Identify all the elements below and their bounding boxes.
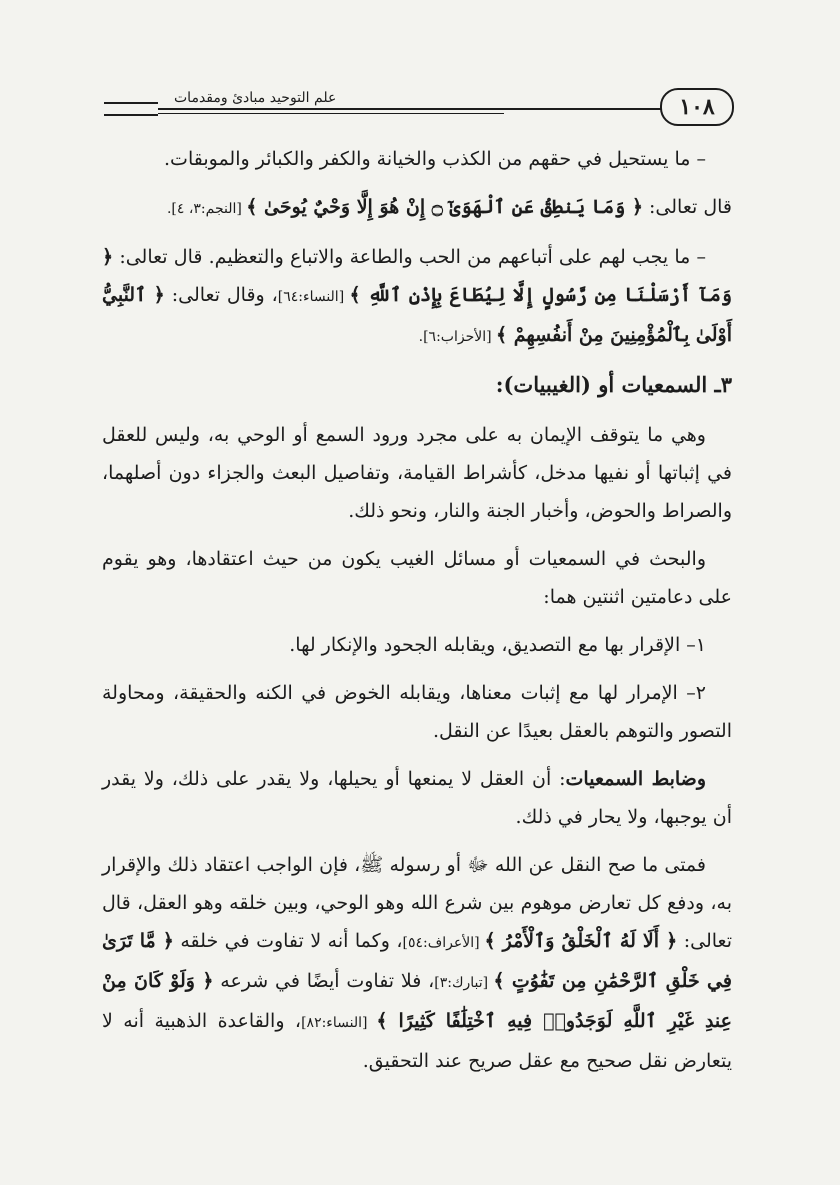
paragraph-text: ، والقاعدة الذهبية أنه لا يتعارض نقل صحيح مع عقل صريح عند التحقيق. xyxy=(102,1010,732,1072)
verse-reference: [تبارك:٣] xyxy=(434,975,494,991)
section-heading: ٣ـ السمعيات أو (الغيبيات): xyxy=(495,372,732,397)
verse-reference: [الأحزاب:٦]. xyxy=(418,329,497,345)
paragraph-text: ، وقال تعالى: xyxy=(164,284,278,306)
running-title: علم التوحيد مبادئ ومقدمات xyxy=(166,90,344,106)
page-body xyxy=(102,140,732,1090)
paragraph xyxy=(102,416,732,530)
quran-verse: ﴿ وَلَوْ كَانَ مِنْ عِندِ غَيْرِ ٱللَّهِ لَوَجَدُوا۟ فِيهِ ٱخْتِلَٰفًا كَثِيرًا ﴾ xyxy=(102,970,732,1032)
verse-reference: [الأعراف:٥٤] xyxy=(402,935,485,951)
paragraph-text: وهي ما يتوقف الإيمان به على مجرد ورود السمع أو الوحي به، وليس للعقل في إثباتها أو نفيها مدخل، كأشراط القيامة، وتفاصيل البعث والجزاء دون أصلهما، والصراط والحوض، وأخبار الجنة والنار، ونحو ذلك. xyxy=(102,424,732,522)
quran-verse: ﴿ أَلَا لَهُ ٱلْخَلْقُ وَٱلْأَمْرُ ﴾ xyxy=(484,930,678,952)
paragraph xyxy=(102,540,732,616)
quran-verse: ﴿ وَمَا يَنطِقُ عَنِ ٱلْهَوَىٰٓ ۝ إِنْ هُوَ إِلَّا وَحْيٌ يُوحَىٰ ﴾ xyxy=(246,196,643,218)
quran-verse: ﴿ وَمَآ أَرْسَلْنَا مِن رَّسُولٍ إِلَّا لِيُطَاعَ بِإِذْنِ ٱللَّهِ ﴾ xyxy=(102,246,732,306)
verse-reference: [النساء:٨٢] xyxy=(301,1015,377,1031)
paragraph-text: – ما يجب لهم على أتباعهم من الحب والطاعة والاتباع والتعظيم. قال تعالى: xyxy=(113,246,706,268)
header-ornament xyxy=(104,102,158,116)
header-rule-thin xyxy=(104,113,504,114)
verse-reference: [النساء:٦٤] xyxy=(277,289,350,305)
paragraph-text: : أن العقل لا يمنعها أو يحيلها، ولا يقدر على ذلك، ولا يقدر أن يوجبها، ولا يحار في ذلك. xyxy=(102,768,732,828)
term-label: وضابط السمعيات xyxy=(565,768,706,790)
paragraph xyxy=(102,140,732,178)
quran-verse: ﴿ مَّا تَرَىٰ فِي خَلْقِ ٱلرَّحْمَٰنِ مِن تَفَٰوُتٍ ﴾ xyxy=(102,930,732,992)
list-item-text: ١– الإقرار بها مع التصديق، ويقابله الجحود والإنكار لها. xyxy=(289,634,706,656)
paragraph xyxy=(102,760,732,836)
paragraph xyxy=(102,188,732,228)
paragraph-text: قال تعالى: xyxy=(642,196,732,218)
paragraph-text: والبحث في السمعيات أو مسائل الغيب يكون من حيث اعتقادها، وهو يقوم على دعامتين اثنتين هما: xyxy=(102,548,732,608)
list-item-text: ٢– الإمرار لها مع إثبات معناها، ويقابله الخوض في الكنه والحقيقة، ومحاولة التصور والتوهم بالعقل بعيدًا عن النقل. xyxy=(102,682,732,742)
list-item xyxy=(102,674,732,750)
paragraph xyxy=(102,238,732,356)
paragraph-text: فمتى ما صح النقل عن الله ﷻ أو رسوله ﷺ، فإن الواجب اعتقاد ذلك والإقرار به، ودفع كل تعارض موهوم بين شرع الله وهو الوحي، وبين خلقه وهو العقل، قال تعالى: xyxy=(102,854,733,952)
verse-reference: [النجم:٣، ٤]. xyxy=(166,201,247,217)
paragraph-text: ، وكما أنه لا تفاوت في خلقه xyxy=(173,930,403,952)
paragraph-text: – ما يستحيل في حقهم من الكذب والخيانة والكفر والكبائر والموبقات. xyxy=(164,148,706,170)
page-number: ١٠٨ xyxy=(660,88,734,126)
list-item xyxy=(102,626,732,664)
paragraph xyxy=(102,846,732,1080)
quran-verse: ﴿ ٱلنَّبِيُّ أَوْلَىٰ بِٱلْمُؤْمِنِينَ مِنْ أَنفُسِهِمْ ﴾ xyxy=(102,284,732,346)
page-header xyxy=(104,88,734,128)
paragraph-text: ، فلا تفاوت أيضًا في شرعه xyxy=(213,970,435,992)
header-rule xyxy=(104,108,674,110)
